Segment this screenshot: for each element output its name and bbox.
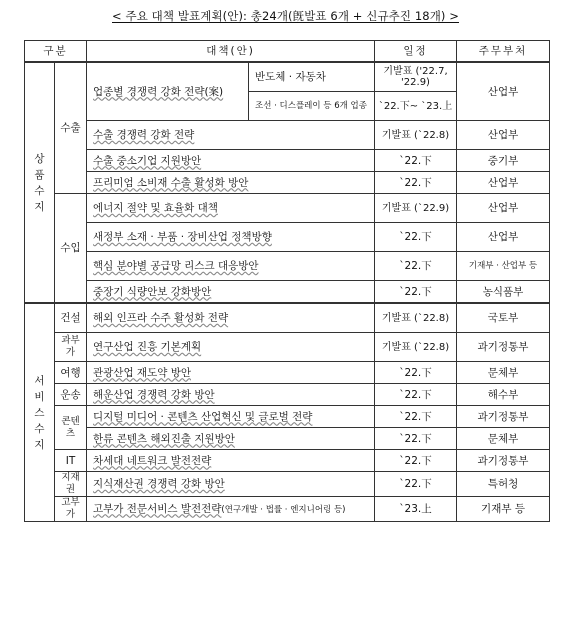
subcategory-export: 수출	[55, 62, 87, 194]
table-row	[25, 333, 550, 362]
schedule-cell: `23.上	[375, 497, 457, 522]
table-row	[25, 472, 550, 497]
ministry-cell: 과기정통부	[457, 450, 550, 472]
ministry-cell: 해수부	[457, 384, 550, 406]
subcategory-it: IT	[55, 450, 87, 472]
measure-cell: 디지털 미디어 · 콘텐츠 산업혁신 및 글로벌 전략	[87, 406, 375, 428]
schedule-cell: `22.下	[375, 150, 457, 172]
ministry-cell: 특허청	[457, 472, 550, 497]
schedule-cell: 기발표 (`22.8)	[375, 121, 457, 150]
page-title: < 주요 대책 발표계획(안): 총24개(旣발표 6개 + 신규추진 18개) >	[112, 9, 459, 23]
schedule-cell: `22.下	[375, 450, 457, 472]
plan-table	[24, 40, 550, 522]
schedule-cell: `22.下	[375, 252, 457, 281]
detail-cell: 조선 · 디스플레이 등 6개 업종	[249, 92, 375, 121]
detail-cell: 반도체 · 자동차	[249, 62, 375, 92]
table-row	[25, 406, 550, 428]
schedule-cell: `22.下	[375, 223, 457, 252]
measure-cell: 에너지 절약 및 효율화 대책	[87, 194, 375, 223]
schedule-cell: 기발표 (`22.9)	[375, 194, 457, 223]
measure-cell: 지식재산권 경쟁력 강화 방안	[87, 472, 375, 497]
schedule-cell: `22.下	[375, 384, 457, 406]
measure-cell: 한류 콘텐츠 해외진출 지원방안	[87, 428, 375, 450]
header-measure: 대책(안)	[87, 41, 375, 63]
measure-note: (연구개발 · 법률 · 엔지니어링 등)	[221, 504, 346, 515]
header-category: 구분	[25, 41, 87, 63]
table-row	[25, 450, 550, 472]
schedule-cell: `22.下~ `23.上	[375, 92, 457, 121]
ministry-cell: 과기정통부	[457, 333, 550, 362]
measure-cell: 관광산업 재도약 방안	[87, 362, 375, 384]
subcategory-ip: 지재권	[55, 472, 87, 497]
table-header	[25, 41, 550, 63]
table-row	[25, 150, 550, 172]
ministry-cell: 산업부	[457, 194, 550, 223]
section-services: 서비스수지	[25, 303, 55, 522]
subcategory-import: 수입	[55, 194, 87, 304]
section-goods: 상품수지	[25, 62, 55, 303]
subcategory-transport: 운송	[55, 384, 87, 406]
subcategory-high-value-2: 고부가	[55, 497, 87, 522]
table-row	[25, 121, 550, 150]
schedule-cell: `22.下	[375, 472, 457, 497]
header-ministry: 주무부처	[457, 41, 550, 63]
schedule-cell: `22.下	[375, 428, 457, 450]
measure-cell: 핵심 분야별 공급망 리스크 대응방안	[87, 252, 375, 281]
ministry-cell: 중기부	[457, 150, 550, 172]
table-row	[25, 303, 550, 333]
measure-cell: 연구산업 진흥 기본계획	[87, 333, 375, 362]
measure-cell: 새정부 소재 · 부품 · 장비산업 정책방향	[87, 223, 375, 252]
schedule-cell: 기발표 (`22.8)	[375, 303, 457, 333]
table-row	[25, 428, 550, 450]
ministry-cell: 국토부	[457, 303, 550, 333]
schedule-cell: `22.下	[375, 362, 457, 384]
table-row	[25, 384, 550, 406]
measure-cell: 업종별 경쟁력 강화 전략(案)	[87, 62, 249, 121]
measure-cell: 수출 중소기업 지원방안	[87, 150, 375, 172]
schedule-cell: 기발표 (`22.8)	[375, 333, 457, 362]
measure-cell: 수출 경쟁력 강화 전략	[87, 121, 375, 150]
measure-cell: 고부가 전문서비스 발전전략(연구개발 · 법률 · 엔지니어링 등)	[87, 497, 375, 522]
table-row	[25, 62, 550, 92]
table-row	[25, 252, 550, 281]
header-schedule: 일정	[375, 41, 457, 63]
ministry-cell: 산업부	[457, 62, 550, 121]
measure-cell: 해운산업 경쟁력 강화 방안	[87, 384, 375, 406]
table-row	[25, 194, 550, 223]
measure-cell: 차세대 네트워크 발전전략	[87, 450, 375, 472]
ministry-cell: 산업부	[457, 121, 550, 150]
ministry-cell: 과기정통부	[457, 406, 550, 428]
ministry-cell: 산업부	[457, 223, 550, 252]
schedule-cell: `22.下	[375, 281, 457, 304]
subcategory-high-value: 과부가	[55, 333, 87, 362]
subcategory-construction: 건설	[55, 303, 87, 333]
table-row	[25, 172, 550, 194]
subcategory-travel: 여행	[55, 362, 87, 384]
schedule-cell: 기발표 ('22.7, '22.9)	[375, 62, 457, 92]
ministry-cell: 문체부	[457, 362, 550, 384]
ministry-cell: 농식품부	[457, 281, 550, 304]
table-row	[25, 497, 550, 522]
measure-cell: 중장기 식량안보 강화방안	[87, 281, 375, 304]
ministry-cell: 기재부 · 산업부 등	[457, 252, 550, 281]
table-row	[25, 281, 550, 304]
schedule-cell: `22.下	[375, 172, 457, 194]
table-row	[25, 362, 550, 384]
ministry-cell: 산업부	[457, 172, 550, 194]
measure-cell: 프리미엄 소비재 수출 활성화 방안	[87, 172, 375, 194]
subcategory-content: 콘텐츠	[55, 406, 87, 450]
table-row	[25, 223, 550, 252]
measure-cell: 해외 인프라 수주 활성화 전략	[87, 303, 375, 333]
schedule-cell: `22.下	[375, 406, 457, 428]
ministry-cell: 문체부	[457, 428, 550, 450]
ministry-cell: 기재부 등	[457, 497, 550, 522]
